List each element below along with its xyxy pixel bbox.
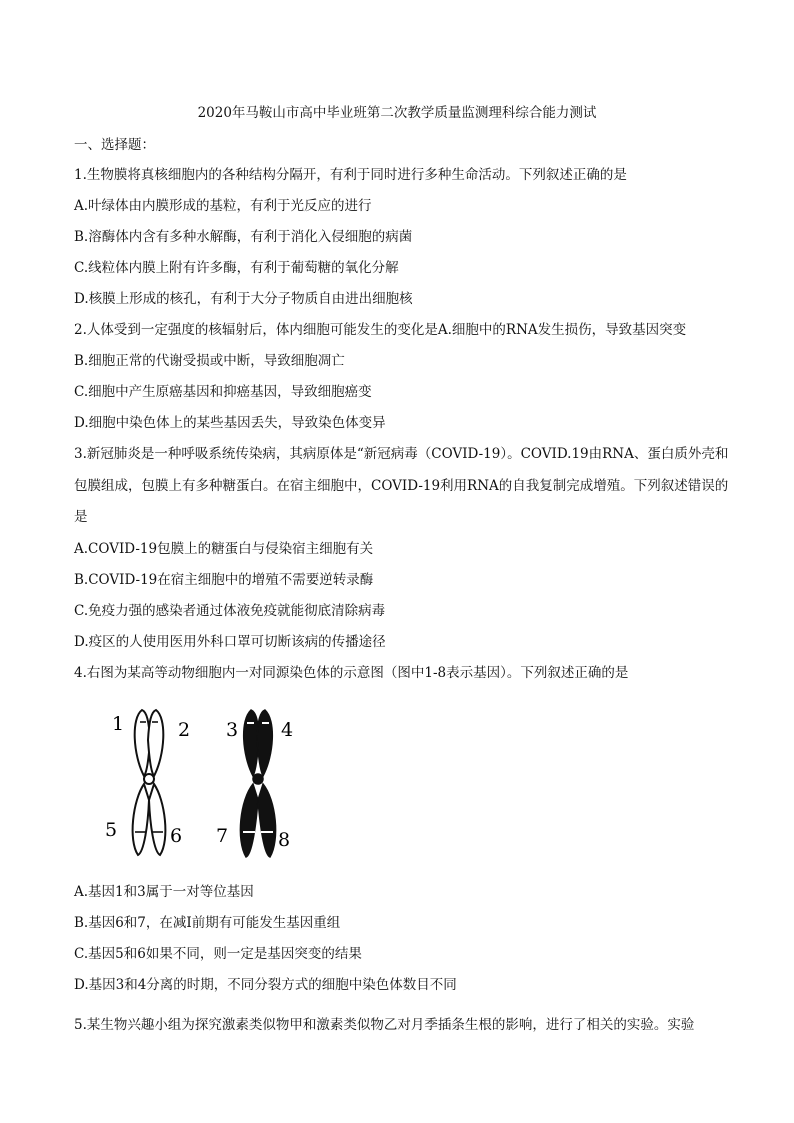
chromosome-figure	[100, 700, 310, 870]
question-3-line-1: 3.新冠肺炎是一种呼吸系统传染病，其病原体是“新冠病毒（COVID-19）。COVID.19由RNA、蛋白质外壳和	[74, 446, 729, 462]
section-heading: 一、选择题：	[74, 137, 155, 153]
gene-label-5: 5	[105, 819, 118, 841]
gene-label-4: 4	[281, 719, 294, 741]
q4-option-a: A.基因1和3属于一对等位基因	[74, 884, 254, 900]
q3-option-b: B.COVID-19在宿主细胞中的增殖不需要逆转录酶	[74, 572, 374, 588]
q1-option-b: B.溶酶体内含有多种水解酶，有利于消化入侵细胞的病菌	[74, 229, 413, 245]
gene-label-6: 6	[170, 825, 183, 847]
q1-option-c: C.线粒体内膜上附有许多酶，有利于葡萄糖的氧化分解	[74, 260, 399, 276]
q1-option-a: A.叶绿体由内膜形成的基粒，有利于光反应的进行	[74, 198, 372, 214]
q3-option-d: D.疫区的人使用医用外科口罩可切断该病的传播途径	[74, 634, 386, 650]
q4-option-d: D.基因3和4分离的时期，不同分裂方式的细胞中染色体数目不同	[74, 977, 457, 993]
q2-option-b: B.细胞正常的代谢受损或中断，导致细胞凋亡	[74, 353, 345, 369]
question-5: 5.某生物兴趣小组为探究激素类似物甲和激素类似物乙对月季插条生根的影响，进行了相关的实验。实验	[74, 1017, 695, 1033]
gene-label-1: 1	[112, 713, 125, 735]
q3-option-c: C.免疫力强的感染者通过体液免疫就能彻底清除病毒	[74, 603, 386, 619]
question-1: 1.生物膜将真核细胞内的各种结构分隔开，有利于同时进行多种生命活动。下列叙述正确的是	[74, 167, 627, 183]
page-title: 2020年马鞍山市高中毕业班第二次教学质量监测理科综合能力测试	[197, 105, 597, 121]
black-chromosome	[240, 710, 275, 857]
gene-label-8: 8	[278, 829, 291, 851]
q4-option-b: B.基因6和7，在减I前期有可能发生基因重组	[74, 915, 341, 931]
question-3-line-2: 包膜组成，包膜上有多种糖蛋白。在宿主细胞中，COVID-19利用RNA的自我复制完成增殖。下列叙述错误的	[74, 478, 729, 494]
gene-label-7: 7	[216, 825, 229, 847]
gene-label-3: 3	[226, 719, 239, 741]
q3-option-a: A.COVID-19包膜上的糖蛋白与侵染宿主细胞有关	[74, 541, 374, 557]
question-3-line-3: 是	[74, 509, 88, 525]
q2-option-c: C.细胞中产生原癌基因和抑癌基因，导致细胞癌变	[74, 384, 372, 400]
q4-option-c: C.基因5和6如果不同，则一定是基因突变的结果	[74, 946, 362, 962]
question-2: 2.人体受到一定强度的核辐射后，体内细胞可能发生的变化是A.细胞中的RNA发生损伤，导致基因突变	[74, 322, 687, 338]
q1-option-d: D.核膜上形成的核孔，有利于大分子物质自由进出细胞核	[74, 291, 413, 307]
gene-label-2: 2	[178, 719, 191, 741]
q2-option-d: D.细胞中染色体上的某些基因丢失，导致染色体变异	[74, 415, 386, 431]
question-4: 4.右图为某高等动物细胞内一对同源染色体的示意图（图中1-8表示基因）。下列叙述正确的是	[74, 665, 629, 681]
white-chromosome	[133, 710, 166, 855]
